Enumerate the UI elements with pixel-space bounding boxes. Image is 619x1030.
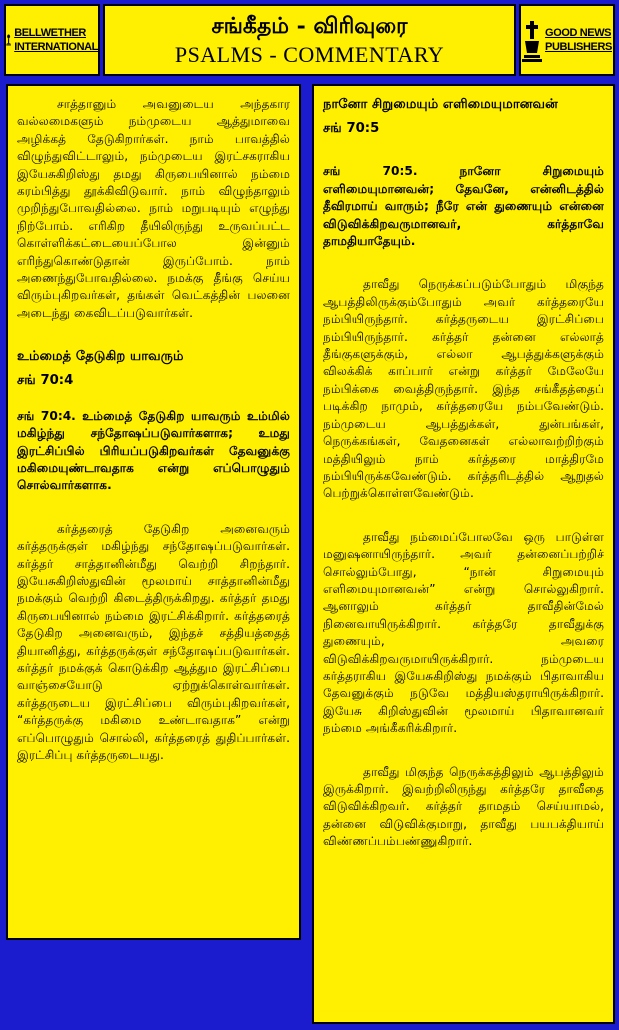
good-news-logo[interactable]: [519, 4, 615, 76]
bellwether-ram-icon: [6, 17, 11, 63]
right-column: [312, 84, 615, 1024]
good-news-logo-line1: GOOD NEWS: [545, 27, 612, 39]
bellwether-logo-line1: BELLWETHER: [14, 27, 86, 39]
page-title-english: PSALMS - COMMENTARY: [174, 42, 445, 67]
good-news-logo-line2: PUBLISHERS: [545, 41, 612, 53]
header: [4, 4, 615, 76]
bellwether-logo[interactable]: [4, 4, 100, 76]
section-heading-70-4: உம்மைத் தேடுகிற யாவரும்: [17, 349, 184, 365]
commentary-70-5-paragraph-1: தாவீது நெருக்கப்படும்போதும் மிகுந்த ஆபத்திலிருக்கும்போதும் அவர் கர்த்தரையே நம்பியிருந்தார். கர்த்தருடைய இரட்சிப்பை நம்பியிருந்தார். கர்த்தர் தன்னை எல்லாத் தீங்குகளுக்கும், எல்லா ஆபத்துக்களுக்கும் விலக்கிக் காப்பார் என்று கர்த்தர் மேலேயே நம்பிக்கை வைத்திருந்தார். இந்த சங்கீதத்தைப் படிக்கிற நாமும், கர்த்தரையே நம்பவேண்டும். நம்முடைய ஆபத்துக்கள், துன்பங்கள், நெருக்கங்கள், வேதனைகள் எல்லாவற்றிற்கும் மத்தியிலும் நாம் கர்த்தரை மாத்திரமே நம்பியிருக்கவேண்டும். கர்த்தரிடத்தில் ஆறுதல் பெற்றுக்கொள்ளவேண்டும்.: [323, 277, 604, 501]
intro-paragraph: சாத்தானும் அவனுடைய அந்தகார வல்லமைகளும் நம்முடைய ஆத்துமாவை அழிக்கத் தேடுகிறார்கள். நாம் பாவத்தில் விழுந்துவிட்டாலும், நம்முடைய இரட்சகராகிய இயேசுகிறிஸ்து தமது கிருபையினால் நம்மை கரம்பித்து தூக்கிவிடுவார். நாம் விழுந்தாலும் முறிந்துபோவதில்லை. நாம் மறுபடியும் எழுந்து நிற்போம். எரிகிற தீயிலிருந்து உருவப்பட்ட கொள்ளிக்கட்டையைப்போல இன்னும் எரிந்துகொண்டுதான் இருப்போம். நாம் அணைந்துபோவதில்லை. நமக்கு தீங்கு செய்ய விரும்புகிறவர்கள், தங்கள் வெட்கத்தின் பலனை அடைந்து கைவிடப்படுவார்கள்.: [17, 97, 290, 320]
commentary-70-5-paragraph-2: தாவீது நம்மைப்போலவே ஒரு பாடுள்ள மனுஷனாயிருந்தார். அவர் தன்னைப்பற்றிச் சொல்லும்போது, “நான் சிறுமையும் எளிமையுமானவன்” என்று சொல்லுகிறார். ஆனாலும் கர்த்தர் தாவீதின்மேல் நினைவாயிருக்கிறார். கர்த்தரே தாவீதுக்கு துணையும், அவரை விடுவிக்கிறவருமாயிருக்கிறார். நம்முடைய கர்த்தராகிய இயேசுகிறிஸ்து நமக்கும் பிதாவாகிய தேவனுக்கும் நடுவே மத்தியஸ்தராயிருக்கிறார். இயேசு கிறிஸ்துவின் மூலமாய் பிதாவானவர் நம்மை அங்கீகரிக்கிறார்.: [323, 529, 604, 736]
commentary-70-4: கர்த்தரைத் தேடுகிற அனைவரும் கர்த்தருக்குள் மகிழ்ந்து சந்தோஷப்படுவார்கள். கர்த்தர் சாத்தானின்மீது வெற்றி சிறந்தார். இயேசுகிறிஸ்துவின் மூலமாய் சாத்தானின்மீது நமக்கும் வெற்றி கிடைத்திருக்கிறது. கர்த்தர் தமது கிருபையினால் நம்மை இரட்சிக்கிறார். கர்த்தரைத் தேடுகிற அனைவரும், இந்தச் சத்தியத்தைத் தியானித்து, கர்த்தருக்குள் சந்தோஷப்படுவார்கள். கர்த்தர் நமக்குக் கொடுக்கிற ஆத்தும இரட்சிப்பை வாஞ்சையோடு ஏற்றுக்கொள்வார்கள். கர்த்தருடைய இரட்சிப்பை விரும்புகிறவர்கள், “கர்த்தருக்கு மகிமை உண்டாவதாக” என்று எப்பொழுதும் சொல்லி, கர்த்தரைத் துதிப்பார்கள். இரட்சிப்பு கர்த்தருடையது.: [17, 521, 290, 762]
bellwether-logo-line2: INTERNATIONAL: [14, 41, 98, 53]
verse-70-4: சங் 70:4. உம்மைத் தேடுகிற யாவரும் உம்மில் மகிழ்ந்து சந்தோஷப்படுவார்களாக; உமது இரட்சிப்பில் பிரியப்படுகிறவர்கள் தேவனுக்கு மகிமையுண்டாவதாக என்று எப்பொழுதும் சொல்வார்களாக.: [17, 408, 290, 493]
verse-70-5: சங் 70:5. நானோ சிறுமையும் எளிமையுமானவன்; தேவனே, என்னிடத்தில் தீவிரமாய் வாரும்; நீரே என் துணையும் என்னை விடுவிக்கிறவருமானவர், கர்த்தாவே தாமதியாதேயும்.: [323, 164, 604, 249]
good-news-publishers-icon: [522, 17, 542, 63]
section-heading-70-5: நானோ சிறுமையும் எளிமையுமானவன்: [323, 97, 558, 112]
section-ref-70-5: சங் 70:5: [323, 121, 380, 136]
commentary-70-5-paragraph-3: தாவீது மிகுந்த நெருக்கத்திலும் ஆபத்திலும் இருக்கிறார். இவற்றிலிருந்து கர்த்தரே தாவீதை விடுவிக்கிறவர். கர்த்தர் தாமதம் செய்யாமல், தன்னை விடுவிக்குமாறு, தாவீது பயபக்தியாய் விண்ணப்பம்பண்ணுகிறார்.: [323, 764, 604, 849]
page-title-box: [103, 4, 516, 76]
section-ref-70-4: சங் 70:4: [17, 373, 74, 389]
page-title-tamil: சங்கீதம் - விரிவுரை: [211, 13, 408, 39]
left-column: [6, 84, 301, 940]
